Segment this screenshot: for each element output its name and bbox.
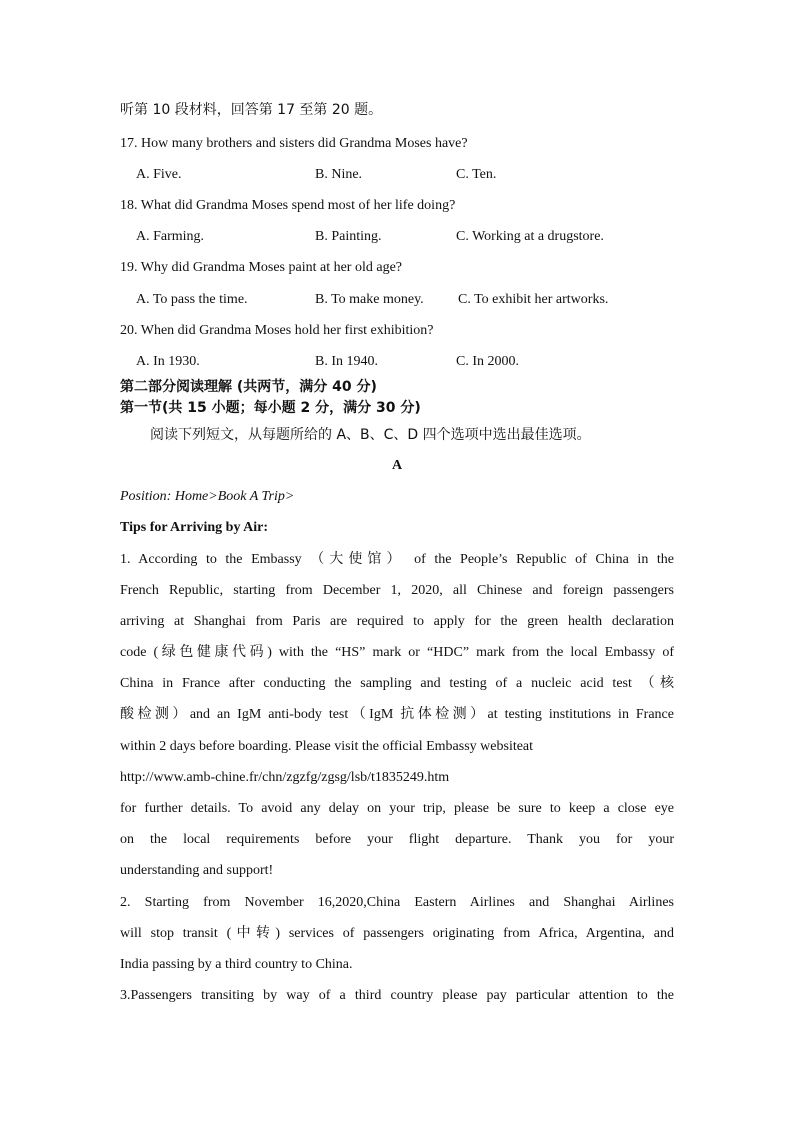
passage-line-7: within 2 days before boarding. Please visit the official Embassy websiteat <box>120 739 534 754</box>
question-18-option-c: C. Working at a drugstore. <box>456 229 604 244</box>
question-20-stem: 20. When did Grandma Moses hold her first exhibition? <box>120 323 434 338</box>
question-20-option-b: B. In 1940. <box>315 354 378 369</box>
reading-directions: 阅读下列短文，从每题所给的 A、B、C、D 四个选项中选出最佳选项。 <box>150 427 591 443</box>
passage-line-15: 3.Passengers transiting by way of a third country please pay particular attention to the <box>120 988 674 1003</box>
tips-title: Tips for Arriving by Air: <box>120 520 269 535</box>
passage-line-6: 酸检测）and an IgM anti-body test（IgM 抗体检测）at testing institutions in France <box>120 707 674 722</box>
passage-line-11: understanding and support! <box>120 863 274 878</box>
passage-line-14: India passing by a third country to China. <box>120 957 353 972</box>
question-18-option-a: A. Farming. <box>136 229 205 244</box>
passage-line-1: 1. According to the Embassy （大使馆） of the People’s Republic of China in the <box>120 552 674 567</box>
question-20-option-a: A. In 1930. <box>136 354 200 369</box>
passage-line-4: code (绿色健康代码) with the “HS” mark or “HDC” mark from the local Embassy of <box>120 645 674 660</box>
listening-instruction: 听第 10 段材料，回答第 17 至第 20 题。 <box>120 102 383 118</box>
passage-line-10: on the local requirements before your flight departure. Thank you for your <box>120 832 674 847</box>
embassy-website-link[interactable]: http://www.amb-chine.fr/chn/zgzfg/zgsg/lsb/t1835249.htm <box>120 770 450 785</box>
passage-label: A <box>391 458 403 473</box>
question-17-option-c: C. Ten. <box>456 167 497 182</box>
passage-line-3: arriving at Shanghai from Paris are required to apply for the green health declaration <box>120 614 674 629</box>
passage-line-5: China in France after conducting the sampling and testing of a nucleic acid test （核 <box>120 676 674 691</box>
question-17-option-a: A. Five. <box>136 167 182 182</box>
question-18-stem: 18. What did Grandma Moses spend most of her life doing? <box>120 198 456 213</box>
question-18-option-b: B. Painting. <box>315 229 382 244</box>
passage-line-2: French Republic, starting from December 1, 2020, all Chinese and foreign passengers <box>120 583 674 598</box>
question-19-stem: 19. Why did Grandma Moses paint at her old age? <box>120 260 403 275</box>
question-19-option-b: B. To make money. <box>315 292 424 307</box>
reading-section-title: 第一节(共 15 小题；每小题 2 分，满分 30 分) <box>120 400 421 416</box>
question-17-stem: 17. How many brothers and sisters did Grandma Moses have? <box>120 136 468 151</box>
passage-line-13: will stop transit (中转) services of passengers originating from Africa, Argentina, and <box>120 926 674 941</box>
passage-line-9: for further details. To avoid any delay on your trip, please be sure to keep a close eye <box>120 801 674 816</box>
question-20-option-c: C. In 2000. <box>456 354 519 369</box>
reading-part-title: 第二部分阅读理解 (共两节，满分 40 分) <box>120 379 377 395</box>
question-17-option-b: B. Nine. <box>315 167 363 182</box>
breadcrumb-position: Position: Home>Book A Trip> <box>120 489 295 504</box>
question-19-option-c: C. To exhibit her artworks. <box>458 292 609 307</box>
question-19-option-a: A. To pass the time. <box>136 292 248 307</box>
passage-line-12: 2. Starting from November 16,2020,China Eastern Airlines and Shanghai Airlines <box>120 895 674 910</box>
